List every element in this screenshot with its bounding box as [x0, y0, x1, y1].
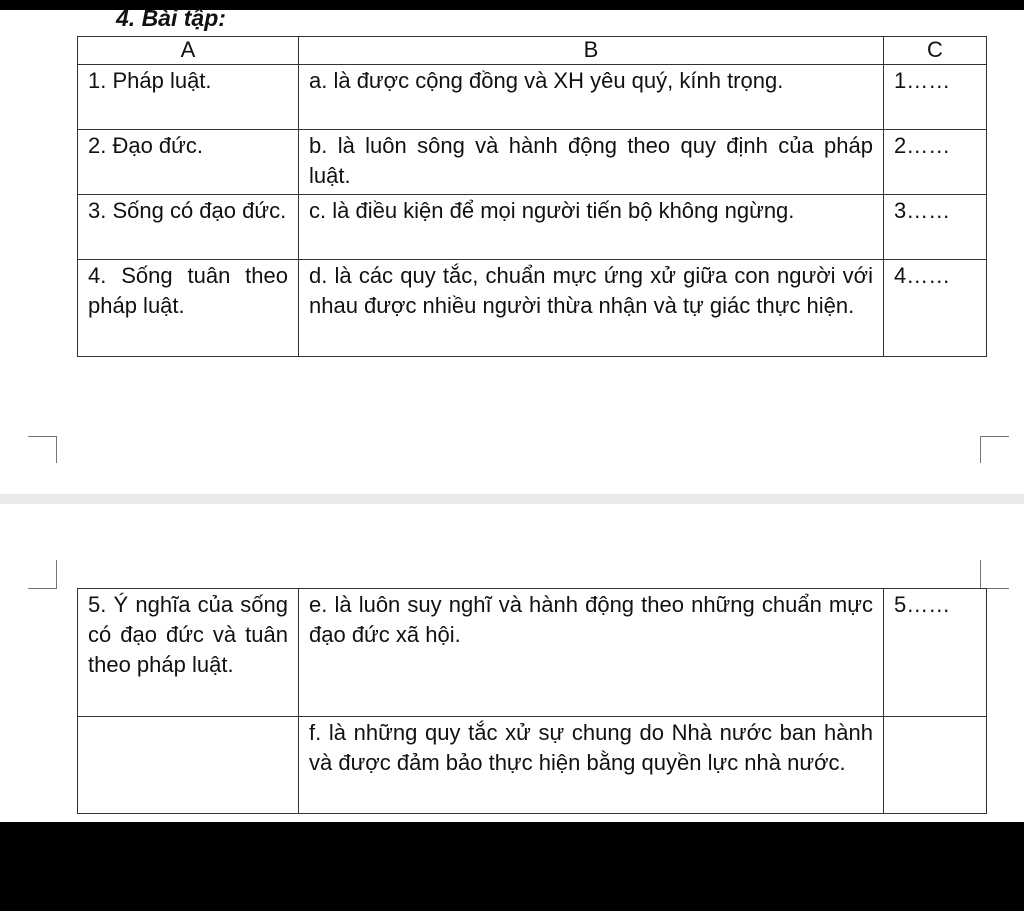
matching-table-bottom: [77, 588, 987, 814]
cell-a: 2. Đạo đức.: [78, 130, 299, 195]
margin-corner-mark: [980, 560, 1009, 589]
margin-corner-mark: [28, 560, 57, 589]
bottom-black-bar: [0, 822, 1024, 911]
cell-c: 3……: [884, 195, 987, 260]
cell-b: a. là được cộng đồng và XH yêu quý, kính trọng.: [299, 65, 884, 130]
margin-corner-mark: [28, 436, 57, 463]
cell-c: [884, 717, 987, 814]
cell-a: 5. Ý nghĩa của sống có đạo đức và tuân theo pháp luật.: [78, 589, 299, 717]
cell-a: [78, 717, 299, 814]
table-row: [78, 130, 987, 195]
cell-c: 4……: [884, 260, 987, 357]
column-header-a: A: [78, 37, 299, 65]
cell-b: f. là những quy tắc xử sự chung do Nhà nước ban hành và được đảm bảo thực hiện bằng quyền lực nhà nước.: [299, 717, 884, 814]
table-row: [78, 717, 987, 814]
page-break-gap: [0, 494, 1024, 504]
cell-a: 3. Sống có đạo đức.: [78, 195, 299, 260]
table-row: [78, 195, 987, 260]
exercise-heading: 4. Bài tập:: [116, 5, 226, 31]
cell-b: d. là các quy tắc, chuẩn mực ứng xử giữa con người với nhau được nhiều người thừa nhận và tự giác thực hiện.: [299, 260, 884, 357]
cell-c: 2……: [884, 130, 987, 195]
cell-b: b. là luôn sông và hành động theo quy định của pháp luật.: [299, 130, 884, 195]
table-row: [78, 589, 987, 717]
table-row: [78, 260, 987, 357]
cell-b: e. là luôn suy nghĩ và hành động theo những chuẩn mực đạo đức xã hội.: [299, 589, 884, 717]
cell-c: 1……: [884, 65, 987, 130]
cell-a: 1. Pháp luật.: [78, 65, 299, 130]
cell-c: 5……: [884, 589, 987, 717]
cell-b: c. là điều kiện để mọi người tiến bộ không ngừng.: [299, 195, 884, 260]
matching-table-top: [77, 36, 987, 357]
table-header-row: [78, 37, 987, 65]
table-row: [78, 65, 987, 130]
column-header-b: B: [299, 37, 884, 65]
cell-a: 4. Sống tuân theo pháp luật.: [78, 260, 299, 357]
margin-corner-mark: [980, 436, 1009, 463]
column-header-c: C: [884, 37, 987, 65]
